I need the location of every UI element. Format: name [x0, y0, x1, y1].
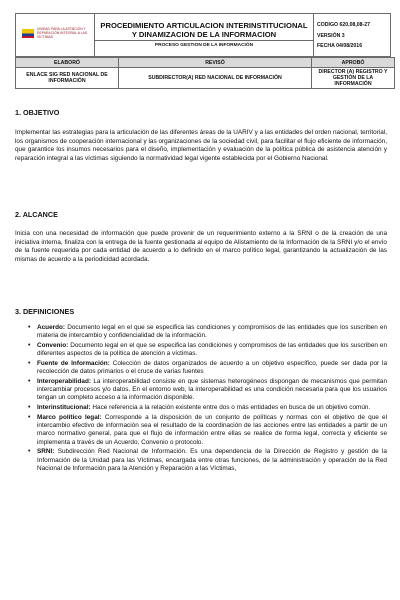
- section-alcance-title: 2. ALCANCE: [15, 210, 58, 219]
- definition-item: [28, 378, 387, 403]
- definition-text: Colección de datos organizados de acuerdo a un objetivo específico, puede ser dada por la recolección de datos primarios o el cruce de varias fuentes: [37, 360, 387, 376]
- document-code: CODIGO 620,08,08-27: [317, 22, 371, 28]
- definition-term: SRNI:: [37, 448, 55, 456]
- definition-term: Interoperabilidad:: [37, 378, 91, 385]
- bullet-icon: •: [28, 448, 31, 456]
- bullet-icon: •: [28, 414, 31, 421]
- definitions-list: [28, 324, 387, 475]
- definition-item: [28, 448, 387, 473]
- definition-item: [28, 324, 387, 340]
- document-date: FECHA 04/08/2016: [314, 40, 390, 50]
- unidad-victimas-logo: [22, 27, 92, 39]
- reviso-label: REVISÓ: [119, 58, 312, 68]
- definition-text: Hace referencia a la relación existente entre dos o más entidades en busca de un objetivo común.: [90, 404, 371, 412]
- bullet-icon: •: [28, 324, 31, 331]
- process-name: PROCESO GESTION DE LA INFORMACIÓN: [95, 40, 313, 50]
- logo-text: UNIDAD PARA LA ATENCIÓN Y REPARACIÓN INTEGRAL A LAS VÍCTIMAS: [37, 27, 88, 39]
- reviso-value: SUBDIRECTOR(A) RED NACIONAL DE INFORMACIÓN: [119, 68, 312, 89]
- document-title: PROCEDIMIENTO ARTICULACION INTERINSTITUCIONAL Y DINAMIZACION DE LA INFORMACION: [100, 20, 308, 39]
- colombia-flag-icon: [22, 29, 34, 38]
- definition-item: [28, 404, 387, 412]
- definition-term: Interinstitucional:: [37, 404, 91, 412]
- section-objetivo-text: Implementar las estrategias para la articulación de las diferentes áreas de la UARIV y a las entidades del orden nacional, territorial, los organismos de cooperación internacional y las organizaciones de la sociedad civil, para facilitar el flujo eficiente de información, que garantice los insumos necesarios para el diseño, implementación y evaluación de la política pública de asistencia atención y reparación integral a las víctimas siguiendo la normatividad legal vigente establecida por el Gobierno Nacional.: [15, 129, 387, 163]
- definition-term: Convenio:: [37, 342, 69, 349]
- definition-item: [28, 360, 387, 376]
- elaboro-label: ELABORÓ: [16, 58, 119, 68]
- aprobo-value: DIRECTOR (A) REGISTRO Y GESTIÓN DE LA INFORMACIÓN: [312, 68, 395, 89]
- approval-table: [15, 57, 395, 89]
- section-objetivo-title: 1. OBJETIVO: [15, 108, 60, 117]
- definition-item: [28, 414, 387, 447]
- definition-term: Acuerdo:: [37, 324, 66, 331]
- aprobo-label: APROBÓ: [312, 58, 395, 68]
- definition-text: Corresponde a la disposición de un conjunto de políticas y normas con el objetivo de que el intercambio efectivo de información sea el resultado de la coordinación de las acciones entre las entidades a partir de un marco normativo general, para que el flujo de información entre ellas se realice de forma legal, correcta y eficiente se implementa a través de un Acuerdo, Convenio o protocolo.: [37, 414, 387, 446]
- definition-text: La interoperabilidad consiste en que sistemas heterogéneos dispongan de mecanismos que permitan intercambiar procesos y/o datos. En el entorno web, la interoperabilidad es una condición necesaria para que los usuarios tengan un completo acceso a la información disponible.: [37, 378, 387, 402]
- bullet-icon: •: [28, 378, 31, 385]
- document-version: VERSIÓN 3: [314, 30, 390, 40]
- section-alcance-text: Inicia con una necesidad de información que puede provenir de un requerimiento externo a la SRNI o de la creación de una iniciativa interna, finaliza con la entrega de la fuente gestionada al equipo de Alistamiento de la Información de la SRNI y/o el envío de la fuente requerida por cada entidad de acuerdo a lo definido en el marco político legal, garantizando la actualización de las mismas de acuerdo a la periodicidad acordada.: [15, 230, 387, 264]
- section-definiciones-title: 3. DEFINICIONES: [15, 307, 75, 316]
- definition-item: [28, 342, 387, 358]
- elaboro-value: ENLACE SIG RED NACIONAL DE INFORMACIÓN: [16, 68, 119, 89]
- meta-cell: [314, 14, 391, 57]
- definition-text: Documento legal en el que se especifica las condiciones y compromisos de las entidades que los suscriben en materia de intercambio y confidencialidad de la información.: [37, 324, 387, 340]
- definition-text: Subdirección Red Nacional de Información. Es una dependencia de la Dirección de Registro y gestión de la Información de la Unidad para las Víctimas, encargada entre otras funciones, de la administración y operación de la Red Nacional de Información para la Atención y Reparación a las Víctimas,: [37, 448, 387, 472]
- bullet-icon: •: [28, 404, 31, 412]
- document-header: [15, 13, 391, 57]
- definition-text: Documento legal en el que se especifica las condiciones y compromisos de las entidades que los suscriben en diferentes aspectos de la política de atención a víctimas.: [37, 342, 387, 358]
- title-cell: [95, 14, 314, 57]
- logo-cell: [16, 14, 95, 57]
- bullet-icon: •: [28, 360, 31, 367]
- bullet-icon: •: [28, 342, 31, 349]
- definition-term: Marco político legal:: [37, 414, 102, 421]
- definition-term: Fuente de Información:: [37, 360, 110, 367]
